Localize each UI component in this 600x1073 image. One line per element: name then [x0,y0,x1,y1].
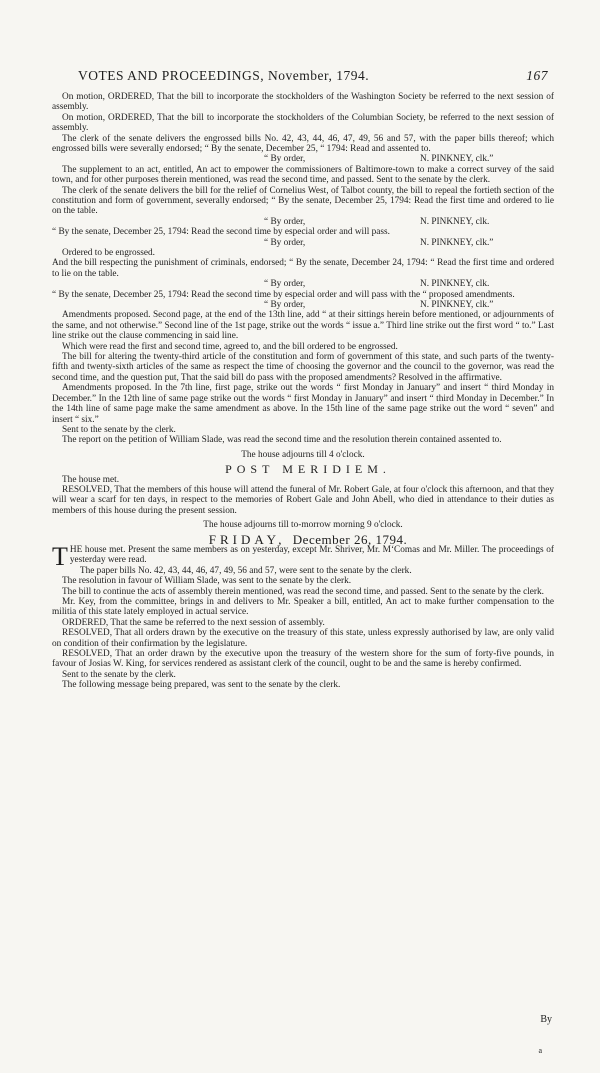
paragraph: RESOLVED, That an order drawn by the executive upon the treasury of the western shore for the sum of forty-five pounds, in favour of Josias W. King, for services rendered as assistant clerk of the council, ought to be and the same is hereby confirmed. [52,649,554,670]
catchword: By [540,1014,552,1025]
paragraph: Ordered to be engrossed. [62,248,155,259]
day-heading [52,531,554,547]
paragraph: The clerk of the senate delivers the engrossed bills No. 42, 43, 44, 46, 47, 49, 56 and 57, with the paper bills thereof; which engrossed bills were severally endorsed; “ By the senate, December 25, “ 1794: Read and assented to. [52,133,554,155]
adjournment-notice: The house adjourns till 4 o'clock. [241,449,365,460]
section-heading: POST MERIDIEM. [225,462,391,477]
paragraph: “ By the senate, December 25, 1794: Read the second time by especial order and will pass. [52,227,390,238]
paragraph: RESOLVED, That the members of this house will attend the funeral of Mr. Robert Gale, at four o'clock this afternoon, and that they will wear a scarf for ten days, in respect to the memories of Robert Gale and John Abell, who died in attendance to their duties as members of this house during the present session. [52,484,554,516]
adjournment-notice: The house adjourns till to-morrow morning 9 o'clock. [203,520,403,531]
signature-by-order: “ By order, [264,216,306,227]
paragraph: On motion, ORDERED, That the bill to incorporate the stockholders of the Columbian Society, be referred to the next session of assembly. [52,112,554,134]
paragraph: “ By the senate, December 25, 1794: Read the second time by especial order and will pass with the “ proposed amendments. [52,289,515,300]
paragraph: Sent to the senate by the clerk. [62,669,176,680]
paragraph: Which were read the first and second time, agreed to, and the bill ordered to be engrossed. [62,341,398,352]
body-text [52,92,554,691]
signature-line [52,300,554,310]
signature-mark: a [538,1046,542,1055]
paragraph: Sent to the senate by the clerk. [62,424,176,435]
drop-cap: T [52,541,68,571]
signature-by-order: “ By order, [264,300,306,311]
signature-line [52,217,554,227]
paragraph: RESOLVED, That all orders drawn by the executive on the treasury of this state, unless expressly authorised by law, are only valid on condition of their confirmation by the legislature. [52,628,554,649]
paragraph: The following message being prepared, was sent to the senate by the clerk. [62,680,341,691]
paragraph: The bill to continue the acts of assembly therein mentioned, was read the second time, and passed. Sent to the senate by the clerk. [62,586,545,597]
paragraph: The clerk of the senate delivers the bill for the relief of Cornelius West, of Talbot county, the bill to repeal the fortieth section of the constitution and form of government, severally endorsed; “ By the senate, December 25, 1794: Read the first time and ordered to lie on the table. [52,185,554,217]
paragraph: The bill for altering the twenty-third article of the constitution and form of government of this state, and such parts of the twenty-fifth and twenty-sixth articles of the same as respect the time of choosing the governor and the council to the governor, was read the second time, and the question put, That the said bill do pass with the proposed amendments? Resolved in the affirmative. [52,352,554,383]
paragraph: The paper bills No. 42, 43, 44, 46, 47, 49, 56 and 57, were sent to the senate by the clerk. [79,565,412,576]
paragraph: The supplement to an act, entitled, An act to empower the commissioners of Baltimore-town to make a correct survey of the said town, and for other purposes therein mentioned, was read the second time, and passed. Sent to the senate by the clerk. [52,164,554,186]
page-title: VOTES AND PROCEEDINGS, November, 1794. [78,68,370,83]
paragraph: The house met. [62,474,120,485]
signature-by-order: “ By order, [264,154,306,165]
signature-line [52,238,554,248]
paragraph: The resolution in favour of William Slade, was sent to the senate by the clerk. [62,576,352,587]
day-date: December 26, 1794. [292,531,408,547]
paragraph: Amendments proposed. Second page, at the end of the 13th line, add “ at their sittings herein before mentioned, or adjournments of the same, and not otherwise.” Second line of the 1st page, strike out the words “ issue a.” Third line strike out the first word “ to.” Last line strike out the clause commencing in said line. [52,310,554,342]
signature-name: N. PINKNEY, clk.” [420,154,494,165]
running-head [78,68,548,84]
signature-name: N. PINKNEY, clk. [420,216,490,227]
paragraph: The report on the petition of William Slade, was read the second time and the resolution therein contained assented to. [62,435,502,446]
signature-name: N. PINKNEY, clk.” [420,237,494,248]
signature-by-order: “ By order, [264,237,306,248]
paragraph: On motion, ORDERED, That the bill to incorporate the stockholders of the Washington Society be referred to the next session of assembly. [52,92,554,113]
signature-by-order: “ By order, [264,279,306,290]
paragraph: ORDERED, That the same be referred to the next session of assembly. [62,617,325,628]
paragraph: Mr. Key, from the committee, brings in and delivers to Mr. Speaker a bill, entitled, An act to make further compensation to the militia of this state lately employed in actual service. [52,597,554,618]
paragraph: Amendments proposed. In the 7th line, first page, strike out the words “ first Monday in January” and insert “ third Monday in December.” In the 12th line of same page strike out the words “ first Monday in January” and insert “ third Monday in December.” In the 14th line of same page make the same amendment as above. In the 15th line of the same page strike out the word “ seven” and insert “ six.” [52,383,554,425]
paragraph: And the bill respecting the punishment of criminals, endorsed; “ By the senate, December 24, 1794: “ Read the first time and ordered to lie on the table. [52,258,554,279]
paragraph-text: HE house met. Present the same members as on yesterday, except Mr. Shriver, Mr. M‘Comas and Mr. Miller. The proceedings of yesterday were read. [69,544,554,566]
day-name: FRIDAY, [208,531,286,547]
signature-name: N. PINKNEY, clk. [420,279,490,290]
signature-line [52,154,554,164]
signature-name: N. PINKNEY, clk.” [420,300,494,311]
signature-line [52,279,554,289]
page-number: 167 [526,68,548,83]
